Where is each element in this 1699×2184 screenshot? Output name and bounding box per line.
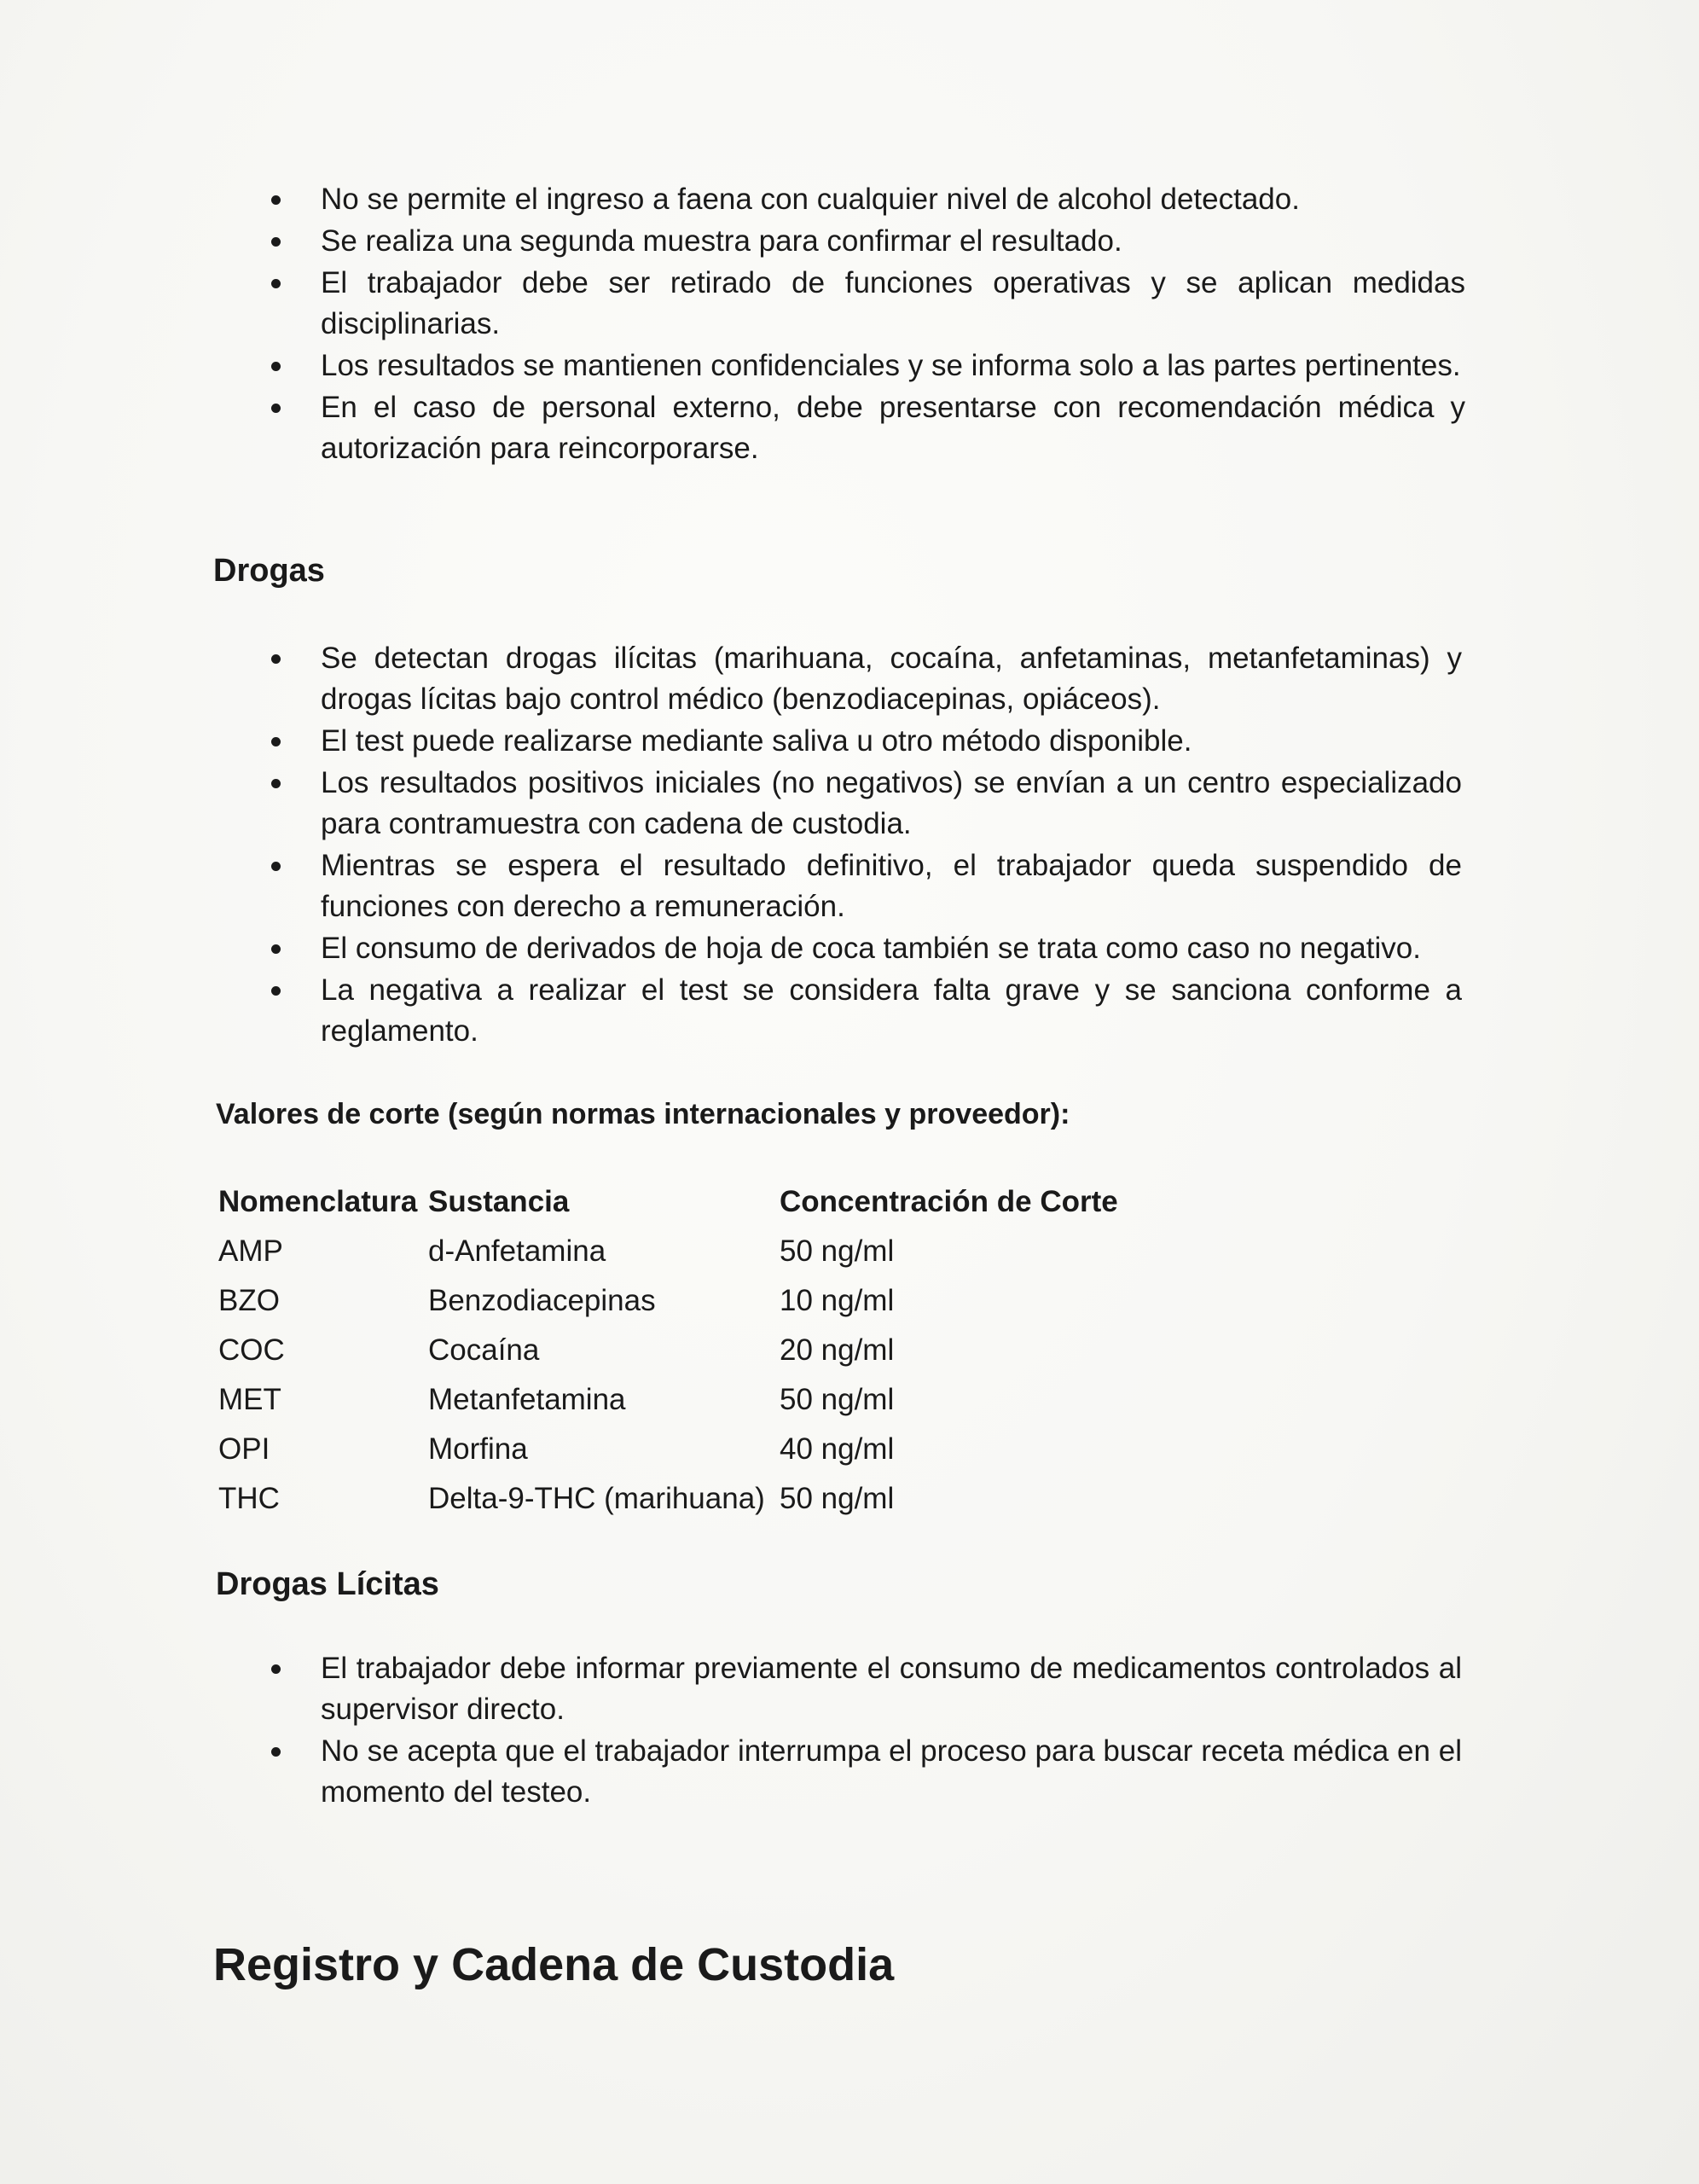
table-cell: 20 ng/ml bbox=[780, 1333, 895, 1367]
list-item bbox=[217, 1731, 1462, 1813]
list-item-text: Se realiza una segunda muestra para confirmar el resultado. bbox=[321, 224, 1122, 258]
list-item-text: No se permite el ingreso a faena con cualquier nivel de alcohol detectado. bbox=[321, 183, 1300, 216]
list-item bbox=[217, 763, 1462, 845]
bullet-icon bbox=[271, 195, 281, 205]
list-item-text: Se detectan drogas ilícitas (marihuana, cocaína, anfetaminas, metanfetaminas) y drogas lícitas bajo control médico (benzodiacepinas, opiáceos). bbox=[321, 642, 1462, 716]
table-cell: 50 ng/ml bbox=[780, 1383, 895, 1416]
cutoff-table bbox=[218, 1177, 1138, 1524]
list-item-text: El test puede realizarse mediante saliva u otro método disponible. bbox=[321, 724, 1192, 758]
list-item bbox=[217, 970, 1462, 1052]
bullet-icon bbox=[271, 986, 281, 996]
table-row bbox=[218, 1326, 1138, 1375]
list-item bbox=[217, 263, 1465, 345]
table-cell: 50 ng/ml bbox=[780, 1482, 895, 1515]
bullet-icon bbox=[271, 237, 281, 247]
list-item-text: El trabajador debe ser retirado de funciones operativas y se aplican medidas disciplinarias. bbox=[321, 266, 1465, 340]
list-item-text: En el caso de personal externo, debe presentarse con recomendación médica y autorización para reincorporarse. bbox=[321, 391, 1465, 465]
table-row bbox=[218, 1425, 1138, 1474]
table-cell: THC bbox=[218, 1482, 280, 1515]
list-item-text: Los resultados se mantienen confidenciales y se informa solo a las partes pertinentes. bbox=[321, 349, 1461, 382]
list-item-text: No se acepta que el trabajador interrumpa el proceso para buscar receta médica en el momento del testeo. bbox=[321, 1734, 1462, 1809]
list-item-text: El consumo de derivados de hoja de coca también se trata como caso no negativo. bbox=[321, 932, 1421, 965]
drogas-licitas-heading: Drogas Lícitas bbox=[216, 1566, 439, 1602]
list-item bbox=[217, 221, 1465, 262]
table-row bbox=[218, 1276, 1138, 1326]
table-cell: BZO bbox=[218, 1284, 280, 1317]
bullet-icon bbox=[271, 944, 281, 954]
bullet-icon bbox=[271, 1664, 281, 1674]
table-cell: MET bbox=[218, 1383, 281, 1416]
bullet-icon bbox=[271, 862, 281, 871]
list-item bbox=[217, 179, 1465, 220]
table-cell: Delta-9-THC (marihuana) bbox=[428, 1482, 765, 1515]
table-cell: AMP bbox=[218, 1234, 283, 1268]
bullet-icon bbox=[271, 404, 281, 413]
list-item-text: El trabajador debe informar previamente el consumo de medicamentos controlados al supervisor directo. bbox=[321, 1652, 1462, 1726]
registro-custodia-heading: Registro y Cadena de Custodia bbox=[213, 1939, 895, 1990]
table-cell: OPI bbox=[218, 1432, 270, 1466]
bullet-icon bbox=[271, 737, 281, 746]
drogas-heading: Drogas bbox=[213, 553, 325, 589]
list-item bbox=[217, 845, 1462, 927]
bullet-icon bbox=[271, 779, 281, 788]
table-row bbox=[218, 1227, 1138, 1276]
drogas-licitas-list bbox=[217, 1648, 1462, 1814]
table-cell: 40 ng/ml bbox=[780, 1432, 895, 1466]
table-cell: d-Anfetamina bbox=[428, 1234, 606, 1268]
column-header-nomenclatura: Nomenclatura bbox=[218, 1185, 418, 1218]
column-header-concentracion: Concentración de Corte bbox=[780, 1185, 1118, 1218]
list-item-text: Mientras se espera el resultado definitivo, el trabajador queda suspendido de funciones con derecho a remuneración. bbox=[321, 849, 1462, 923]
table-header-row bbox=[218, 1177, 1138, 1227]
table-cell: 10 ng/ml bbox=[780, 1284, 895, 1317]
table-cell: Cocaína bbox=[428, 1333, 540, 1367]
table-cell: COC bbox=[218, 1333, 285, 1367]
table-cell: 50 ng/ml bbox=[780, 1234, 895, 1268]
table-cell: Benzodiacepinas bbox=[428, 1284, 656, 1317]
table-cell: Metanfetamina bbox=[428, 1383, 626, 1416]
table-cell: Morfina bbox=[428, 1432, 528, 1466]
list-item bbox=[217, 346, 1465, 386]
list-item bbox=[217, 721, 1462, 762]
bullet-icon bbox=[271, 1747, 281, 1757]
list-item bbox=[217, 638, 1462, 720]
cutoff-values-heading: Valores de corte (según normas internacionales y proveedor): bbox=[216, 1098, 1070, 1130]
bullet-icon bbox=[271, 654, 281, 664]
alcohol-rules-list bbox=[217, 179, 1465, 470]
table-row bbox=[218, 1474, 1138, 1524]
bullet-icon bbox=[271, 279, 281, 288]
list-item-text: Los resultados positivos iniciales (no negativos) se envían a un centro especializado para contramuestra con cadena de custodia. bbox=[321, 766, 1462, 840]
list-item bbox=[217, 1648, 1462, 1730]
list-item bbox=[217, 928, 1462, 969]
list-item-text: La negativa a realizar el test se considera falta grave y se sanciona conforme a reglamento. bbox=[321, 973, 1462, 1048]
list-item bbox=[217, 387, 1465, 469]
table-row bbox=[218, 1375, 1138, 1425]
column-header-sustancia: Sustancia bbox=[428, 1185, 570, 1218]
drogas-rules-list bbox=[217, 638, 1462, 1053]
bullet-icon bbox=[271, 362, 281, 371]
